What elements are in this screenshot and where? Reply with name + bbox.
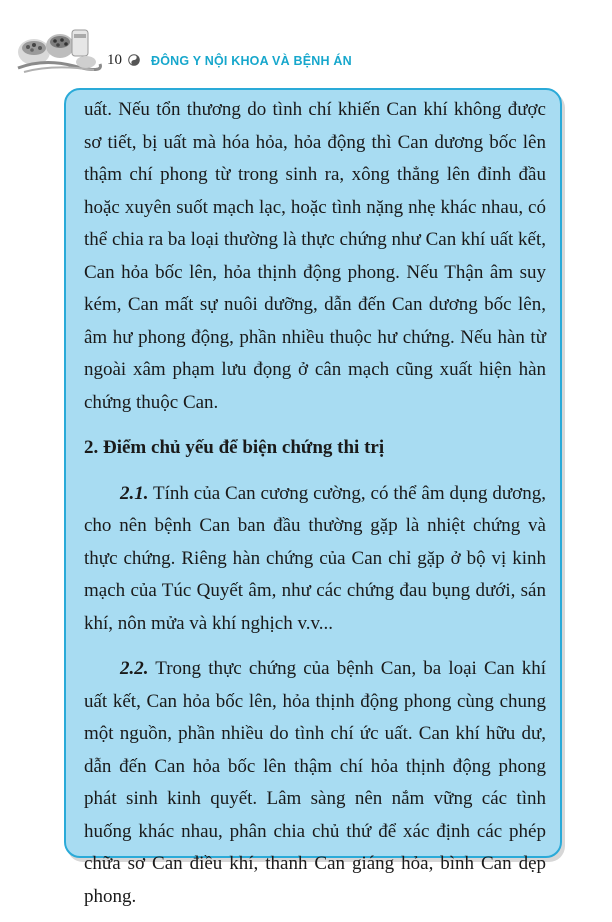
page-header [0,0,612,80]
item-number: 2.1. [120,482,149,504]
herbs-illustration-icon [14,22,102,74]
item-text: Trong thực chứng của bệnh Can, ba loại Can khí uất kết, Can hỏa bốc lên, hỏa thịnh động phong cùng chung một nguồn, phần nhiều do tình chí ức uất. Can khí hữu dư, dẫn đến Can hỏa bốc lên thậm chí hỏa thịnh động phong phát sinh kinh quyết. Lâm sàng nên nắm vững các tình huống khác nhau, phân chia chủ thứ để xác định các phép chữa sơ Can điều khí, thanh Can giáng hỏa, bình Can dẹp phong. [84,658,546,907]
list-item [84,653,546,913]
paragraph: uất. Nếu tổn thương do tình chí khiến Can khí không được sơ tiết, bị uất mà hóa hỏa, hỏa động thì Can dương bốc lên thậm chí phong từ trong sinh ra, xông thẳng lên đỉnh đầu hoặc xuyên suốt mạch lạc, hoặc tình nặng nhẹ khác nhau, có thể chia ra ba loại thường là thực chứng như Can khí uất kết, Can hỏa bốc lên, hỏa thịnh động phong. Nếu Thận âm suy kém, Can mất sự nuôi dưỡng, dẫn đến Can dương bốc lên, âm hư phong động, phần nhiều thuộc hư chứng. Nếu hàn từ ngoài xâm phạm lưu đọng ở cân mạch cũng xuất hiện hàn chứng thuộc Can. [84,99,546,413]
book-title: ĐÔNG Y NỘI KHOA VÀ BỆNH ÁN [151,54,352,68]
section-heading: 2. Điểm chủ yếu để biện chứng thi trị [84,437,385,458]
yin-yang-icon [128,54,140,66]
item-number: 2.2. [120,658,149,679]
item-text: Tính của Can cương cường, có thể âm dụng dương, cho nên bệnh Can ban đầu thường gặp là nhiệt chứng và thực chứng. Riêng hàn chứng của Can chỉ gặp ở bộ vị kinh mạch của Túc Quyết âm, như các chứng đau bụng dưới, sán khí, nôn mửa và khí nghịch v.v... [84,482,546,634]
list-item [84,478,546,641]
page-number: 10 [107,52,122,68]
body-text [84,94,546,913]
